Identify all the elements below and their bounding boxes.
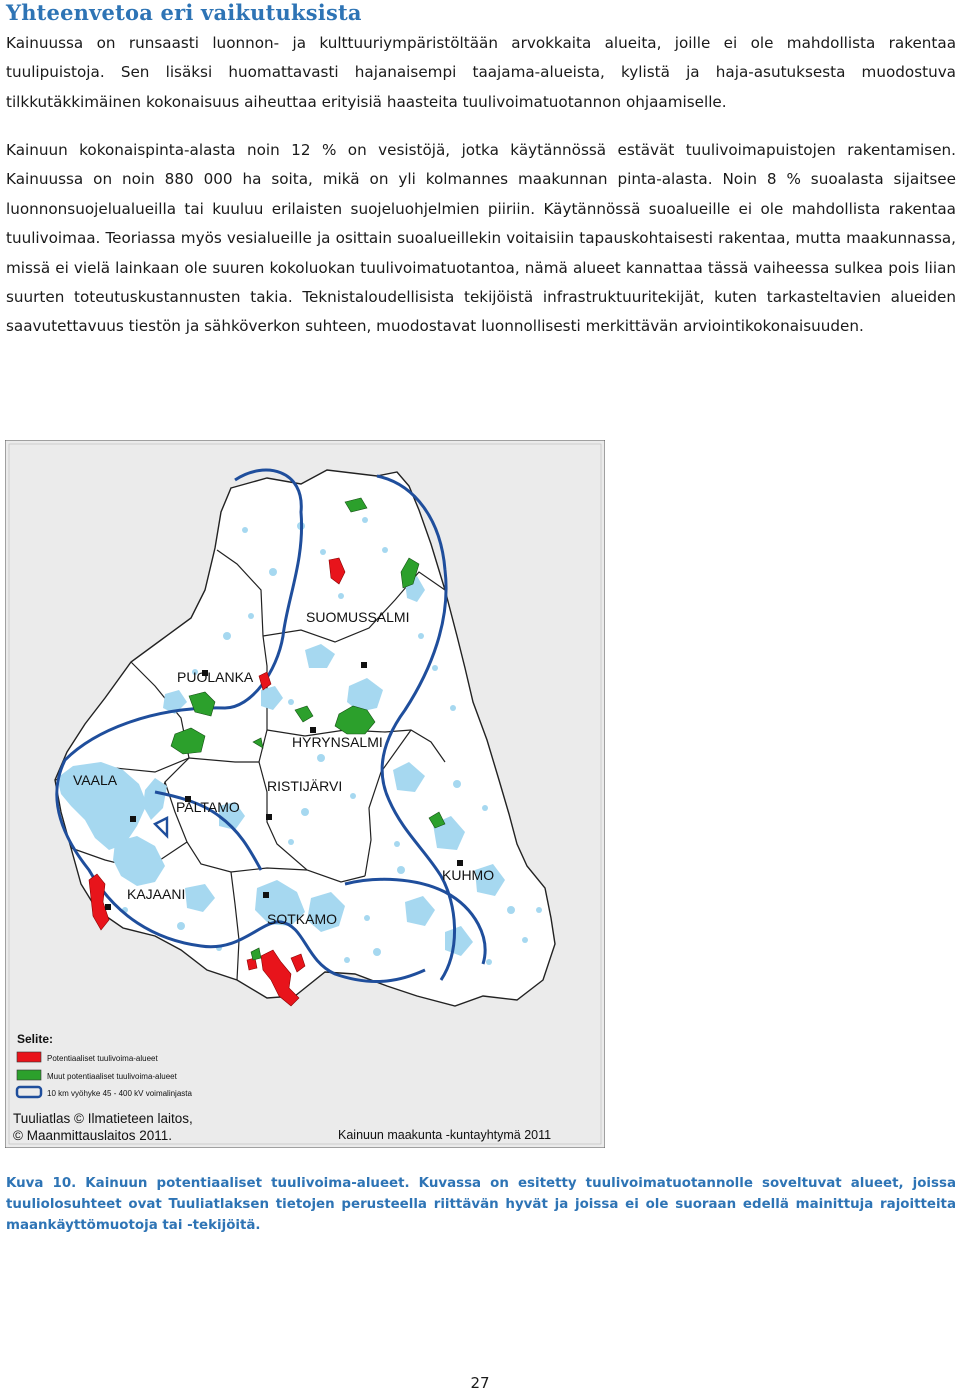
caption-label: Kuva 10. Kainuun potentiaaliset tuulivoima-alueet. [6, 1176, 410, 1191]
page-number: 27 [470, 1374, 490, 1392]
legend-label-zone: 10 km vyöhyke 45 - 400 kV voimalinjasta [47, 1089, 192, 1098]
paragraph-2: Kainuun kokonaispinta-alasta noin 12 % on vesistöjä, jotka käytännössä estävät tuulivoimapuistojen rakentamisen. Kainuussa on noin 880 000 ha soita, mikä on yli kolmannes maakunnan pinta-alasta. Noin 8 % suoalasta sijaitsee luonnonsuojelualueilla tai kuuluu erilaisten suojeluohjelmien piiriin. Käytännössä suoalueille ei ole mahdollista rakentaa tuulivoimaa. Teoriassa myös vesialueille ja osittain suoalueillekin voitaisiin tapauskohtaisesti rakentaa, mutta maakunnassa, missä ei vielä lainkaan ole suuren kokoluokan tuulivoimatuotantoa, nämä alueet kannattaa tässä vaiheessa sulkea pois liian suurten toteutuskustannusten takia. Teknistaloudellisista tekijöistä infrastruktuuritekijät, kuten tarkasteltavien alueiden saavutettavuus tiestön ja sähköverkon suhteen, muodostavat luonnollisesti merkittävän arviointikokonaisuuden. [6, 141, 956, 336]
credit-right: Kainuun maakunta -kuntayhtymä 2011 [338, 1128, 552, 1142]
legend-swatch-red [17, 1052, 41, 1062]
label-paltamo: PALTAMO [176, 799, 240, 815]
section-heading: Yhteenvetoa eri vaikutuksista [6, 0, 362, 25]
kainuu-wind-map [5, 440, 605, 1148]
credit-line-1: Tuuliatlas © Ilmatieteen laitos, [13, 1111, 193, 1126]
paragraph-1: Kainuussa on runsaasti luonnon- ja kulttuuriympäristöltään arvokkaita alueita, joille ei ole mahdollista rakentaa tuulipuistoja. Sen lisäksi huomattavasti hajanaisempi taajama-alueista, kylistä ja haja-asutuksesta muodostuva tilkkutäkkimäinen kokonaisuus aiheuttaa erityisiä haasteita tuulivoimatuotannon ohjaamiselle. [6, 34, 956, 111]
figure-caption [6, 1173, 956, 1236]
label-puolanka: PUOLANKA [177, 669, 254, 685]
label-hyrynsalmi: HYRYNSALMI [292, 734, 383, 750]
label-ristijarvi: RISTIJÄRVI [267, 778, 343, 794]
label-suomussalmi: SUOMUSSALMI [306, 609, 410, 625]
legend-title: Selite: [17, 1032, 54, 1046]
legend-label-red: Potentiaaliset tuulivoima-alueet [47, 1054, 158, 1063]
label-kuhmo: KUHMO [442, 867, 495, 883]
label-kajaani: KAJAANI [127, 886, 186, 902]
label-vaala: VAALA [73, 772, 118, 788]
credit-line-2: © Maanmittauslaitos 2011. [13, 1128, 173, 1143]
legend-label-green: Muut potentiaaliset tuulivoima-alueet [47, 1072, 177, 1081]
caption-text: Kuvassa on esitetty tuulivoimatuotannolle soveltuvat alueet, joissa tuuliolosuhteet ovat Tuuliatlaksen tietojen perusteella riittävän hyvät ja joissa ei ole suoraan edellä mainittuja rajoitteita maankäyttömuotoja tai -tekijöitä. [6, 1176, 956, 1233]
label-sotkamo: SOTKAMO [267, 911, 338, 927]
legend-swatch-green [17, 1070, 41, 1080]
